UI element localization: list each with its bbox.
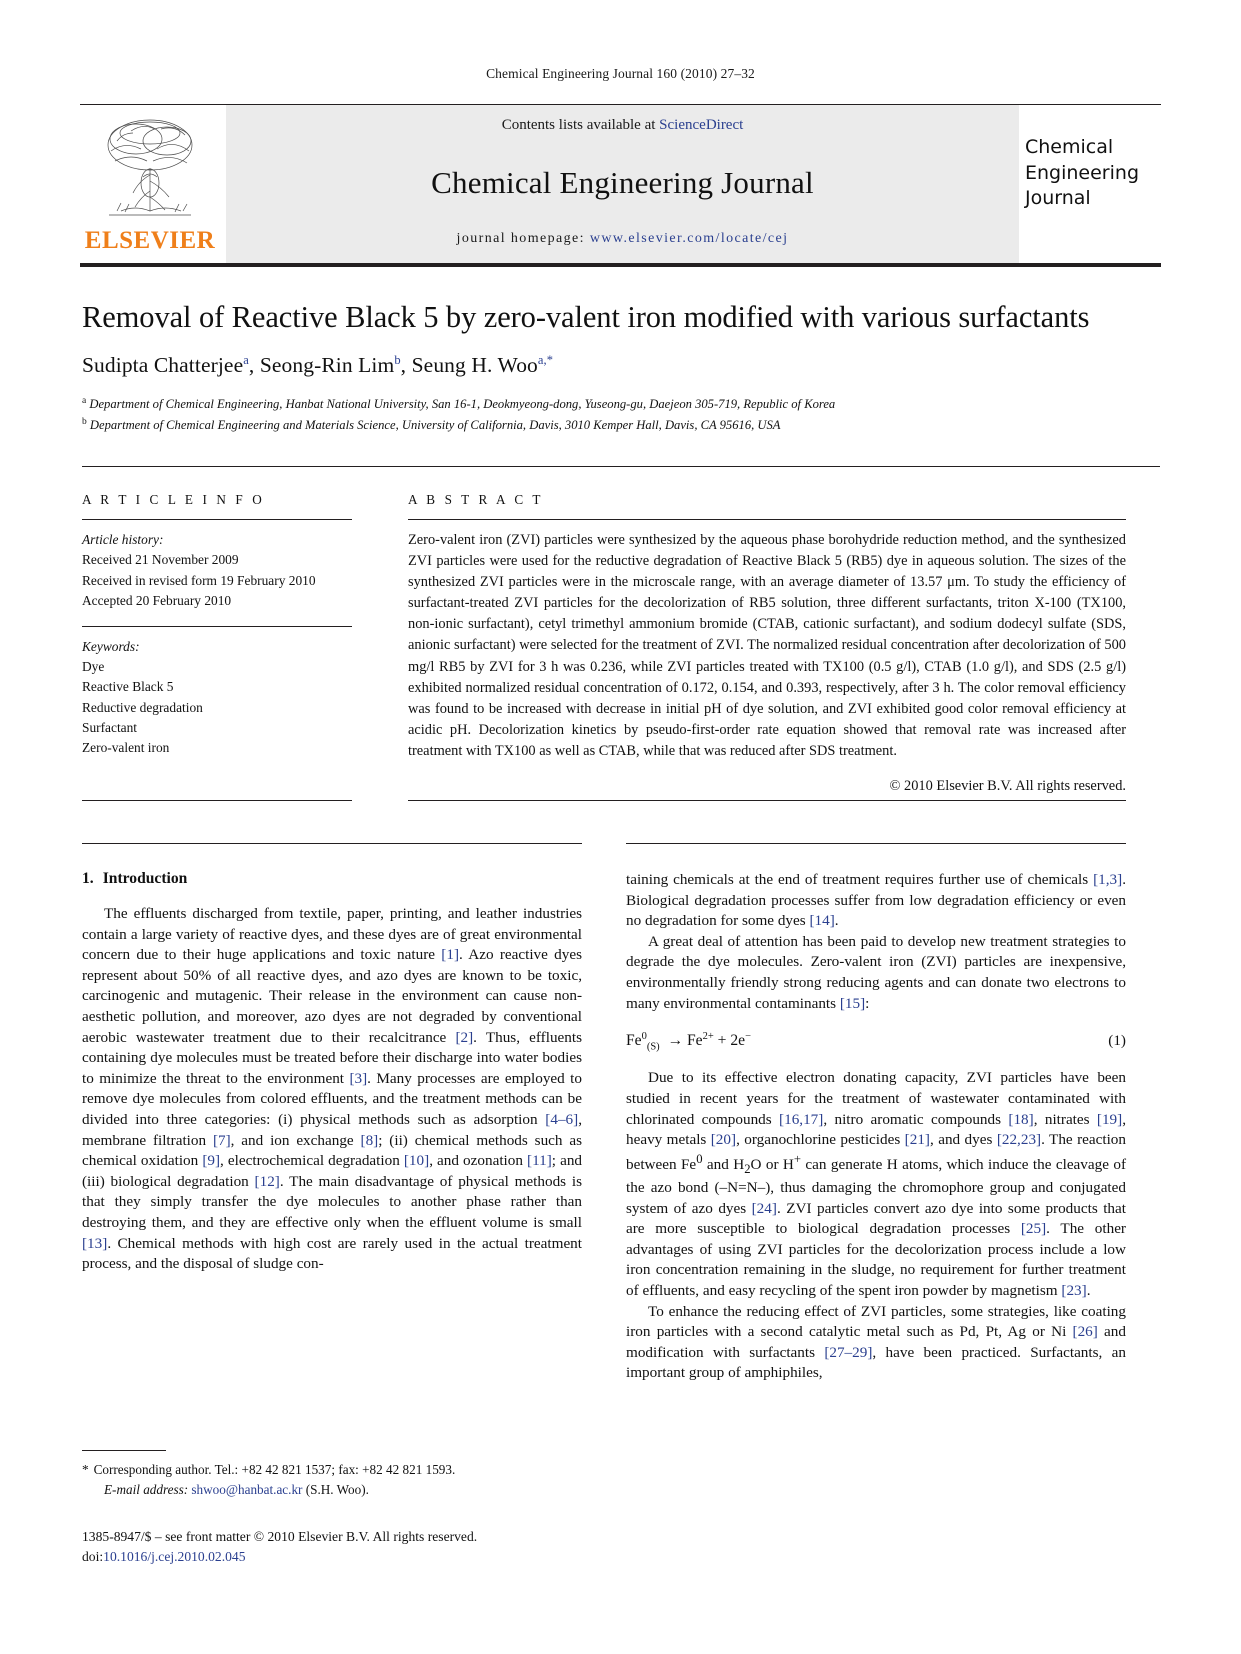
keywords-rule [82,626,352,627]
affiliation-text-b: Department of Chemical Engineering and Materials Science, University of California, Davis, 3010 Kemper Hall, Davis, CA 95616, USA [89,418,781,433]
body-column-left [82,870,582,1275]
keyword-1: Reactive Black 5 [82,679,174,695]
title-block [82,300,1160,436]
abstract-rule [408,519,1126,520]
history-item-2: Accepted 20 February 2010 [82,593,232,609]
doi-prefix: doi: [82,1549,104,1565]
elsevier-logo [80,105,220,263]
abstract-heading: A B S T R A C T [408,492,544,507]
body-rule-left [82,843,582,844]
info-bottom-rule [82,800,352,801]
running-head: Chemical Engineering Journal 160 (2010) 27–32 [486,66,755,81]
history-item-1: Received in revised form 19 February 2010 [82,572,316,588]
title-bottom-rule [82,466,1160,467]
affiliation-text-a: Department of Chemical Engineering, Hanbat National University, San 16-1, Deokmyeong-dong, Yuseong-gu, Daejeon 305-719, Republic of Korea [89,397,836,412]
contents-prefix: Contents lists available at [501,117,660,133]
imprint-block [82,1527,602,1568]
history-item-0: Received 21 November 2009 [82,552,239,568]
cover-line-2: Engineering [1025,161,1139,184]
doi-link[interactable]: 10.1016/j.cej.2010.02.045 [103,1549,246,1565]
affiliation-b [82,415,1160,436]
abstract-bottom-rule [408,800,1126,801]
contents-available-line [502,117,744,134]
footnote-corresponding-line [82,1460,582,1480]
affiliation-mark-b: b [82,416,87,427]
footnote-star-marker: * [82,1462,89,1477]
footnote-corresponding-text: Corresponding author. Tel.: +82 42 821 1537; fax: +82 42 821 1593. [93,1462,456,1477]
keyword-3: Surfactant [82,720,138,735]
affiliation-mark-a: a [82,396,87,407]
journal-banner [226,105,1019,263]
elsevier-tree-icon [91,111,209,229]
article-info-column [82,492,352,759]
imprint-doi-line [82,1547,602,1567]
equation-1-body: $Fe^0_{(S)} \to Fe^{2+} + 2e^-$ [626,1031,751,1053]
homepage-label: journal homepage: [456,231,585,246]
corresponding-author-footnote [82,1450,582,1500]
footnote-email-suffix: (S.H. Woo). [305,1481,369,1497]
intro-paragraph-3: Due to its effective electron donating capacity, ZVI particles have been studied in recent years for the treatment of wastewater contaminated with chlorinated compounds [16,17], nitro aromatic compounds [18], nitrates [19], heavy metals [20], organochlorine pesticides [21], and dyes [22,23]. The reaction between Fe$^0$ and $H_2O$ or H+ can generate H atoms, which induce the cleavage of the azo bond (–N=N–), thus damaging the chromophore group and conjugated system of azo dyes [24]. ZVI particles convert azo dye into some products that are more susceptible to biological degradation processes [25]. The other advantages of using ZVI particles for the decolorization process include a low iron concentration remaining in the sludge, no requirement for further treatment of effluents, and easy recycling of the spent iron powder by magnetism [23]. [626,1069,1127,1300]
imprint-front-matter: 1385-8947/$ – see front matter © 2010 Elsevier B.V. All rights reserved. [82,1529,478,1544]
article-history-label: Article history: [82,532,164,547]
intro-paragraph-2: A great deal of attention has been paid to develop new treatment strategies to degrade the dye molecules. Zero-valent iron (ZVI) particles are inexpensive, environmentally friendly strong reducing agents and can donate two electrons to many environmental contaminants [15]: [626,932,1126,1012]
equation-1-number: (1) [1108,1032,1126,1050]
journal-cover-title [1025,105,1161,263]
intro-paragraph-1: The effluents discharged from textile, paper, printing, and leather industries contain a large variety of reactive dyes, and these dyes are of great environmental concern due to their huge applications and toxic nature [1]. Azo reactive dyes represent about 50% of all reactive dyes, and azo dyes are known to be toxic, carcinogenic and mutagenic. Their release in the environment can cause non-aesthetic pollution, and moreover, azo dyes are not degraded by conventional aerobic wastewater treatment due to their recalcitrance [2]. Thus, effluents containing dye molecules must be treated before their discharge into water bodies to minimize the threat to the environment [3]. Many processes are employed to remove dye molecules from colored effluents, and the treatment methods can be divided into three categories: (i) physical methods such as adsorption [4–6], membrane filtration [7], and ion exchange [8]; (ii) chemical methods such as chemical oxidation [9], electrochemical degradation [10], and ozonation [11]; and (iii) biological degradation [12]. The main disadvantage of physical methods is that they simply transfer the dye molecules to another phase rather than destroying them, and they are effective only when the effluent volume is small [13]. Chemical methods with high cost are rarely used in the actual treatment process, and the disposal of sludge con- [82,905,583,1273]
keyword-2: Reductive degradation [82,699,203,715]
journal-homepage-line [457,231,789,247]
homepage-url-link[interactable]: www.elsevier.com/locate/cej [589,231,789,246]
equation-1 [626,1031,1126,1052]
body-rule-right [626,843,1126,844]
keyword-4: Zero-valent iron [82,740,170,756]
footnote-rule [82,1450,166,1451]
intro-paragraph-4: To enhance the reducing effect of ZVI particles, some strategies, like coating iron particles with a second catalytic metal such as Pd, Pt, Ag or Ni [26] and modification with surfactants [27–29], have been practiced. Surfactants, an important group of amphiphiles, [626,1302,1126,1382]
sciencedirect-link[interactable]: ScienceDirect [659,117,744,133]
keywords-block [82,637,352,759]
journal-title: Chemical Engineering Journal [431,164,814,200]
body-column-right [626,870,1126,1384]
intro-paragraph-1-continued: taining chemicals at the end of treatment requires further use of chemicals [1,3]. Biological degradation processes suffer from low degradation efficiency or even no degradation for some dyes [14]. [626,871,1126,930]
footnote-email-line [82,1480,582,1500]
elsevier-wordmark: ELSEVIER [84,227,216,254]
article-info-heading: A R T I C L E I N F O [82,492,265,507]
article-history-block [82,530,352,612]
journal-masthead [80,104,1161,264]
keywords-label: Keywords: [82,638,140,654]
author-list: Sudipta Chatterjee$^a$, Seong-Rin Lim$^b$, Seung H. Woo$^{a,*}$ [82,352,554,378]
masthead-bottom-rule [80,263,1161,267]
article-info-rule [82,519,352,520]
section-title: Introduction [102,870,188,887]
affiliation-a [82,394,1160,415]
footnote-email-label: E-mail address: [104,1481,189,1497]
section-number: 1. [82,870,94,887]
abstract-copyright: © 2010 Elsevier B.V. All rights reserved. [889,778,1126,795]
abstract-column [408,492,1126,795]
page-title: Removal of Reactive Black 5 by zero-valent iron modified with various surfactants [82,300,1090,334]
cover-line-3: Journal [1025,187,1091,210]
footnote-email-link[interactable]: shwoo@hanbat.ac.kr [191,1481,303,1497]
keyword-0: Dye [82,658,105,674]
abstract-text: Zero-valent iron (ZVI) particles were synthesized by the aqueous phase borohydride reduction method, and the synthesized ZVI particles were used for the reductive degradation of Reactive Black 5 (RB5) dye in aqueous solution. The sizes of the synthesized ZVI particles were in the microscale range, with an average diameter of 13.57 μm. To study the efficiency of surfactant-treated ZVI particles for the decolorization of RB5 solution, three different surfactants, triton X-100 (TX100, non-ionic surfactant), cetyl trimethyl ammonium bromide (CTAB, cationic surfactant), and sodium dodecyl sulfate (SDS, anionic surfactant) were selected for the treatment of ZVI. The normalized residual concentration after decolorization of 500 mg/l RB5 by ZVI for 3 h was 0.236, while ZVI particles treated with TX100 (0.5 g/l), CTAB (1.0 g/l), and SDS (2.5 g/l) exhibited normalized residual concentration of 0.172, 0.154, and 0.393, respectively, after 3 h. The color removal efficiency was found to be increased with decrease in initial pH of dye solution, and ZVI exhibited good color removal efficiency at acidic pH. Decolorization kinetics by pseudo-first-order rate equation showed that removal rate was increased after treatment with TX100 as well as CTAB, while that was reduced after SDS treatment. [408,532,1126,759]
cover-line-1: Chemical [1025,136,1114,158]
section-heading-introduction [82,870,582,888]
affiliation-list [82,394,1160,435]
